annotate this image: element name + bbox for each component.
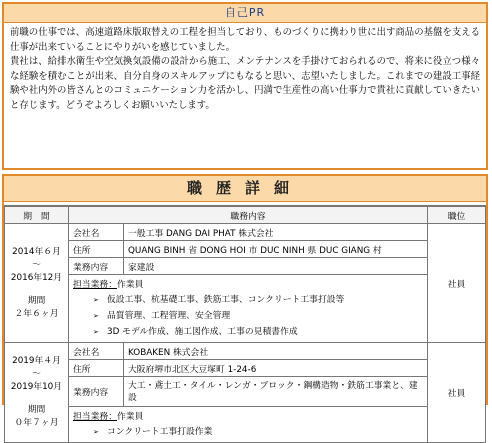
- job-2-business-row: [5, 377, 486, 407]
- career-details-section: [2, 174, 488, 437]
- table-header-row: [5, 207, 486, 224]
- content-header: 職務内容: [69, 207, 428, 224]
- job-2-position: 社員: [428, 343, 486, 443]
- job-2-address: 大阪府堺市北区大豆塚町 1-24-6: [124, 360, 428, 377]
- job-2-address-label: 住所: [69, 360, 124, 377]
- job-1-task-2: [73, 308, 423, 324]
- arrow-bullet-icon: ➢: [93, 296, 99, 304]
- job-2-duty: 作業員: [117, 412, 144, 422]
- job-1-company-label: 会社名: [69, 224, 124, 241]
- task-text: 3D モデル作成、施工図作成、工事の見積書作成: [107, 327, 298, 337]
- job-2-address-row: [5, 360, 486, 377]
- job-1-business-label: 業務内容: [69, 258, 124, 275]
- job-1-address-label: 住所: [69, 241, 124, 258]
- task-text: 仮設工事、杭基礎工事、鉄筋工事、コンクリート工事打設等: [107, 295, 345, 305]
- job-2-business-label: 業務内容: [69, 377, 124, 407]
- job-1-address-row: [5, 241, 486, 258]
- job-2-start: 2019年４月: [12, 356, 61, 366]
- arrow-bullet-icon: ➢: [93, 312, 99, 320]
- self-pr-section: [2, 2, 488, 170]
- job-1-task-1: [73, 292, 423, 308]
- job-1-period-label: 期間: [27, 295, 46, 306]
- job-1-position: 社員: [428, 224, 486, 343]
- job-1-address: QUANG BINH 省 DONG HOI 市 DUC NINH 県 DUC GIANG 村: [124, 241, 428, 258]
- self-pr-text: [4, 23, 486, 114]
- job-2-business: 大工・鳶土工・タイル・レンガ・ブロック・鋼構造物・鉄筋工事業と、建設: [124, 377, 428, 407]
- job-1-business: 家建設: [124, 258, 428, 275]
- job-2-company: KOBAKEN 株式会社: [124, 343, 428, 360]
- career-details-title: 職歴詳細: [4, 176, 486, 202]
- job-2-period-cell: [5, 343, 69, 443]
- career-table: [4, 206, 486, 443]
- job-2-duty-cell: [69, 407, 428, 443]
- job-1-duty: 作業員: [117, 280, 144, 290]
- job-2-period-label: 期間: [27, 405, 46, 415]
- job-1-duty-cell: [69, 275, 428, 343]
- job-2-end: 2019年10月: [10, 382, 63, 392]
- self-pr-paragraph-1: 前職の仕事では、高速道路床版取替えの工程を担当しており、ものづくりに携わり世に出す商品の基盤を支える仕事が出来ていることにやりがいを感じていました。: [10, 27, 480, 53]
- job-2-duration: ０年７ヶ月: [14, 418, 59, 428]
- job-1-duty-label: 担当業務：: [73, 280, 117, 290]
- position-header: 職位: [428, 207, 486, 224]
- job-2-duty-label: 担当業務：: [73, 412, 117, 422]
- job-2-separator: ～: [32, 369, 41, 379]
- arrow-bullet-icon: ➢: [93, 328, 99, 336]
- period-header: 期 間: [5, 207, 69, 224]
- self-pr-title: 自己PR: [4, 4, 486, 23]
- task-text: コンクリート工事打設作業: [107, 427, 213, 437]
- job-1-period-cell: [5, 224, 69, 343]
- job-2-task-1: [73, 424, 423, 440]
- job-1-separator: ～: [32, 259, 41, 270]
- job-1-business-row: [5, 258, 486, 275]
- job-1-duration: ２年６ヶ月: [14, 308, 59, 319]
- job-1-duty-row: [5, 275, 486, 343]
- task-text: 品質管理、工程管理、安全管理: [107, 311, 231, 321]
- arrow-bullet-icon: ➢: [93, 428, 99, 436]
- job-1-end: 2016年12月: [10, 272, 63, 283]
- job-2-company-row: [5, 343, 486, 360]
- job-1-task-3: [73, 324, 423, 340]
- job-2-company-label: 会社名: [69, 343, 124, 360]
- job-1-company-row: [5, 224, 486, 241]
- self-pr-paragraph-2: 貴社は、給排水衛生や空気換気設備の設計から施工、メンテナンスを手掛けておられるので、将来に役立つ様々な経験を積むことが出来、自分自身のスキルアップにもなると思い、志望いたしました。これまでの建設工事経験や社内外の皆さんとのコミュニケーション力を活かし、円満で生産性の高い仕事力で貴社に貢献していきたいと存じます。どうぞよろしくお願いいたします。: [10, 56, 480, 111]
- job-1-start: 2014年６月: [12, 246, 61, 257]
- job-2-duty-row: [5, 407, 486, 443]
- job-1-company: 一般工事 DANG DAI PHAT 株式会社: [124, 224, 428, 241]
